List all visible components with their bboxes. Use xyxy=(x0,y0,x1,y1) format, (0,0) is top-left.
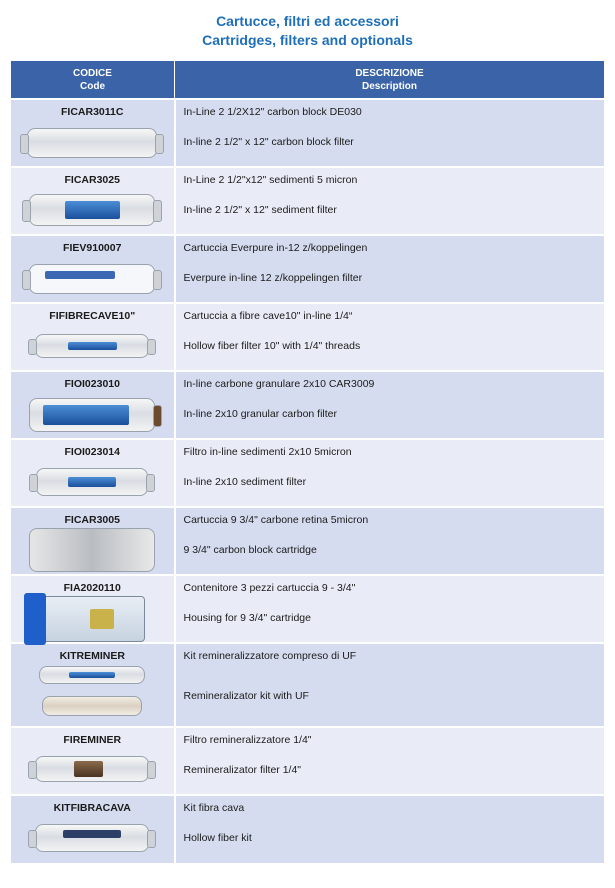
everpure-cartridge-icon xyxy=(11,254,174,298)
code-cell xyxy=(11,99,175,167)
description-english: Housing for 9 3/4" cartridge xyxy=(183,612,311,624)
description-cell xyxy=(175,99,605,167)
description-italian: Cartuccia Everpure in-12 z/koppelingen xyxy=(183,242,368,254)
table-row xyxy=(11,371,604,439)
product-code: FIFIBRECAVE10" xyxy=(49,310,136,322)
header-code xyxy=(11,61,175,99)
code-cell xyxy=(11,507,175,575)
code-cell xyxy=(11,167,175,235)
product-code: FIA2020110 xyxy=(63,582,121,594)
table-row xyxy=(11,727,604,795)
description-italian: Filtro remineralizzatore 1/4" xyxy=(183,734,312,746)
code-cell xyxy=(11,439,175,507)
description-cell xyxy=(175,303,605,371)
header-code-en: Code xyxy=(80,80,105,92)
code-cell xyxy=(11,795,175,863)
description-cell xyxy=(175,727,605,795)
granular-carbon-cartridge-icon xyxy=(11,390,174,434)
remineralizer-kit-icon xyxy=(11,662,174,724)
product-code: FIEV910007 xyxy=(63,242,122,254)
sediment-inline-cartridge-icon xyxy=(11,458,174,502)
description-english: Remineralizator filter 1/4" xyxy=(183,764,302,776)
description-cell xyxy=(175,643,605,727)
table-row xyxy=(11,303,604,371)
description-cell xyxy=(175,575,605,643)
description-english: In-line 2x10 granular carbon filter xyxy=(183,408,338,420)
products-table xyxy=(11,61,604,863)
hollow-fiber-kit-icon xyxy=(11,814,174,858)
code-cell xyxy=(11,303,175,371)
description-italian: In-line carbone granulare 2x10 CAR3009 xyxy=(183,378,375,390)
description-italian: Kit fibra cava xyxy=(183,802,245,814)
code-cell xyxy=(11,575,175,643)
table-row xyxy=(11,575,604,643)
description-cell xyxy=(175,439,605,507)
header-desc-it: DESCRIZIONE xyxy=(355,67,424,79)
carbon-block-cartridge-icon xyxy=(11,118,174,162)
remineralizer-cartridge-icon xyxy=(11,746,174,790)
description-italian: Contenitore 3 pezzi cartuccia 9 - 3/4" xyxy=(183,582,356,594)
description-english: Everpure in-line 12 z/koppelingen filter xyxy=(183,272,363,284)
code-cell xyxy=(11,235,175,303)
description-italian: Filtro in-line sedimenti 2x10 5micron xyxy=(183,446,352,458)
header-code-it: CODICE xyxy=(73,67,112,79)
title-english: Cartridges, filters and optionals xyxy=(202,32,413,48)
description-english: 9 3/4" carbon block cartridge xyxy=(183,544,317,556)
description-cell xyxy=(175,507,605,575)
header-description xyxy=(175,61,605,99)
description-cell xyxy=(175,795,605,863)
description-italian: Kit remineralizzatore compreso di UF xyxy=(183,650,357,662)
table-row xyxy=(11,235,604,303)
product-code: FICAR3005 xyxy=(64,514,120,526)
description-english: In-line 2x10 sediment filter xyxy=(183,476,307,488)
table-row xyxy=(11,643,604,727)
product-code: FICAR3011C xyxy=(61,106,124,118)
description-english: Hollow fiber filter 10" with 1/4" threads xyxy=(183,340,361,352)
code-cell xyxy=(11,727,175,795)
hollow-fiber-cartridge-icon xyxy=(11,322,174,366)
description-italian: Cartuccia 9 3/4" carbone retina 5micron xyxy=(183,514,369,526)
code-cell xyxy=(11,371,175,439)
product-code: KITREMINER xyxy=(59,650,125,662)
description-english: In-line 2 1/2" x 12" sediment filter xyxy=(183,204,337,216)
table-row xyxy=(11,439,604,507)
description-english: In-line 2 1/2" x 12" carbon block filter xyxy=(183,136,354,148)
table-row xyxy=(11,795,604,863)
title-italian: Cartucce, filtri ed accessori xyxy=(216,13,399,29)
table-row xyxy=(11,99,604,167)
page-title xyxy=(0,12,615,50)
table-row xyxy=(11,167,604,235)
description-cell xyxy=(175,371,605,439)
table-row xyxy=(11,507,604,575)
description-english: Remineralizator kit with UF xyxy=(183,690,309,702)
description-cell xyxy=(175,235,605,303)
product-code: FIREMINER xyxy=(63,734,122,746)
description-cell xyxy=(175,167,605,235)
table-header-row xyxy=(11,61,604,99)
filter-housing-icon xyxy=(11,594,174,640)
code-cell xyxy=(11,643,175,727)
description-italian: In-Line 2 1/2X12" carbon block DE030 xyxy=(183,106,362,118)
product-code: FIOI023010 xyxy=(64,378,120,390)
description-italian: In-Line 2 1/2"x12" sedimenti 5 micron xyxy=(183,174,358,186)
product-code: KITFIBRACAVA xyxy=(53,802,131,814)
description-italian: Cartuccia a fibre cave10" in-line 1/4“ xyxy=(183,310,353,322)
header-desc-en: Description xyxy=(361,80,417,92)
sediment-cartridge-icon xyxy=(11,186,174,230)
product-code: FICAR3025 xyxy=(64,174,120,186)
carbon-block-9-cartridge-icon xyxy=(11,526,174,570)
product-code: FIOI023014 xyxy=(64,446,120,458)
description-english: Hollow fiber kit xyxy=(183,832,252,844)
